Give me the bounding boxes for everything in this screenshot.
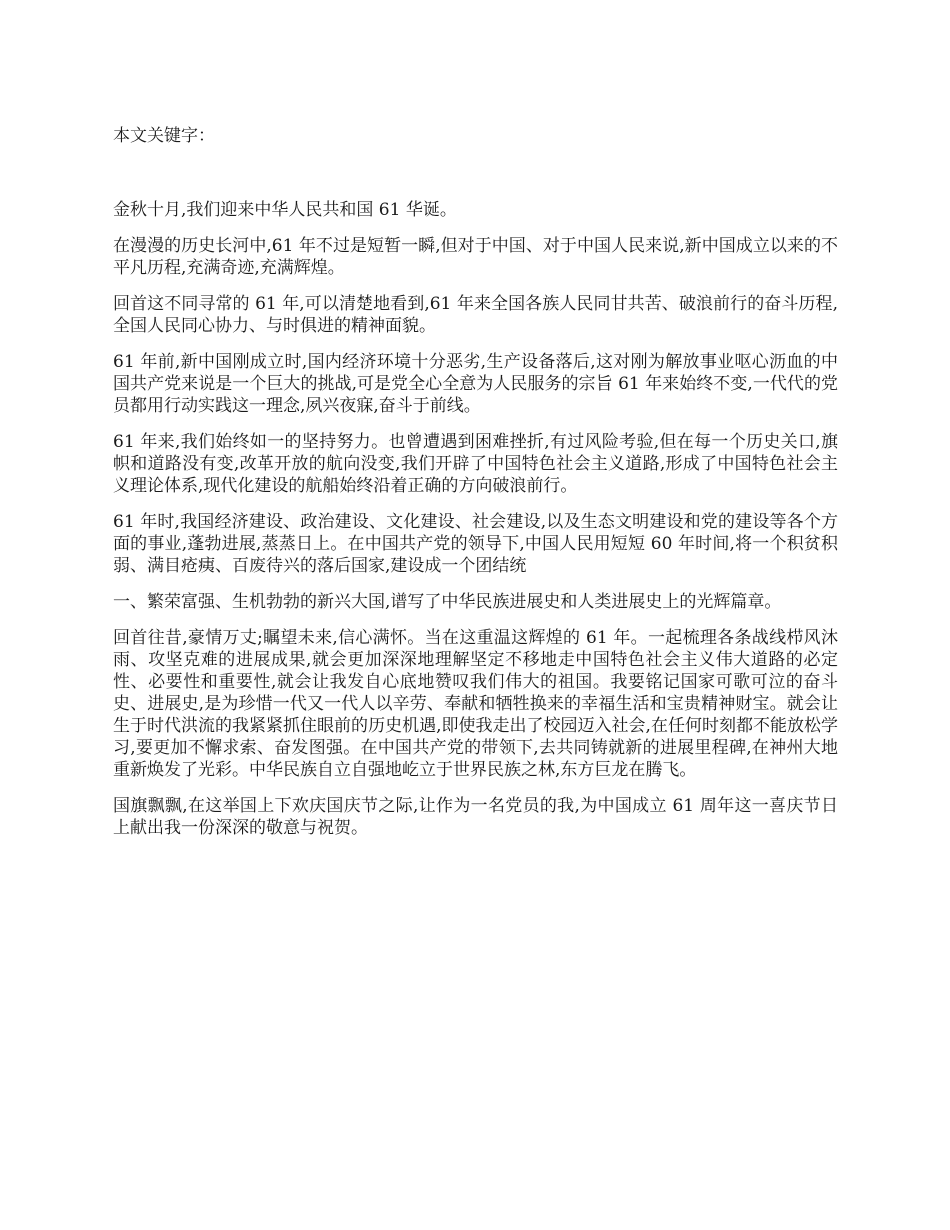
paragraph-5: 61 年来,我们始终如一的坚持努力。也曾遭遇到困难挫折,有过风险考验,但在每一个历史关口,旗帜和道路没有变,改革开放的航向没变,我们开辟了中国特色社会主义道路,形成了中国特色社会主义理论体系,现代化建设的航船始终沿着正确的方向破浪前行。 — [113, 432, 838, 496]
document-body — [113, 125, 838, 853]
paragraph-3: 回首这不同寻常的 61 年,可以清楚地看到,61 年来全国各族人民同甘共苦、破浪前行的奋斗历程,全国人民同心协力、与时俱进的精神面貌。 — [113, 294, 838, 336]
keywords-label: 本文关键字： — [113, 126, 215, 146]
paragraph-7: 一、繁荣富强、生机勃勃的新兴大国,谱写了中华民族进展史和人类进展史上的光辉篇章。 — [113, 592, 782, 612]
paragraph-9: 国旗飘飘,在这举国上下欢庆国庆节之际,让作为一名党员的我,为中国成立 61 周年这一喜庆节日上献出我一份深深的敬意与祝贺。 — [113, 796, 838, 838]
paragraph-8: 回首往昔,豪情万丈;瞩望未来,信心满怀。当在这重温这辉煌的 61 年。一起梳理各条战线栉风沐雨、攻坚克难的进展成果,就会更加深深地理解坚定不移地走中国特色社会主义伟大道路的必定性、必要性和重要性,就会让我发自心底地赞叹我们伟大的祖国。我要铭记国家可歌可泣的奋斗史、进展史,是为珍惜一代又一代人以辛劳、奉献和牺牲换来的幸福生活和宝贵精神财宝。就会让生于时代洪流的我紧紧抓住眼前的历史机遇,即使我走出了校园迈入社会,在任何时刻都不能放松学习,要更加不懈求索、奋发图强。在中国共产党的带领下,去共同铸就新的进展里程碑,在神州大地重新焕发了光彩。中华民族自立自强地屹立于世界民族之林,东方巨龙在腾飞。 — [113, 628, 838, 780]
paragraph-1: 金秋十月,我们迎来中华人民共和国 61 华诞。 — [113, 200, 457, 220]
paragraph-4: 61 年前,新中国刚成立时,国内经济环境十分恶劣,生产设备落后,这对刚为解放事业呕心沥血的中国共产党来说是一个巨大的挑战,可是党全心全意为人民服务的宗旨 61 年来始终不变,一代代的党员都用行动实践这一理念,夙兴夜寐,奋斗于前线。 — [113, 352, 838, 416]
paragraph-2: 在漫漫的历史长河中,61 年不过是短暂一瞬,但对于中国、对于中国人民来说,新中国成立以来的不平凡历程,充满奇迹,充满辉煌。 — [113, 236, 838, 278]
paragraph-6: 61 年时,我国经济建设、政治建设、文化建设、社会建设,以及生态文明建设和党的建设等各个方面的事业,蓬勃进展,蒸蒸日上。在中国共产党的领导下,中国人民用短短 60 年时间,将一个积贫积弱、满目疮痍、百废待兴的落后国家,建设成一个团结统 — [113, 512, 838, 576]
